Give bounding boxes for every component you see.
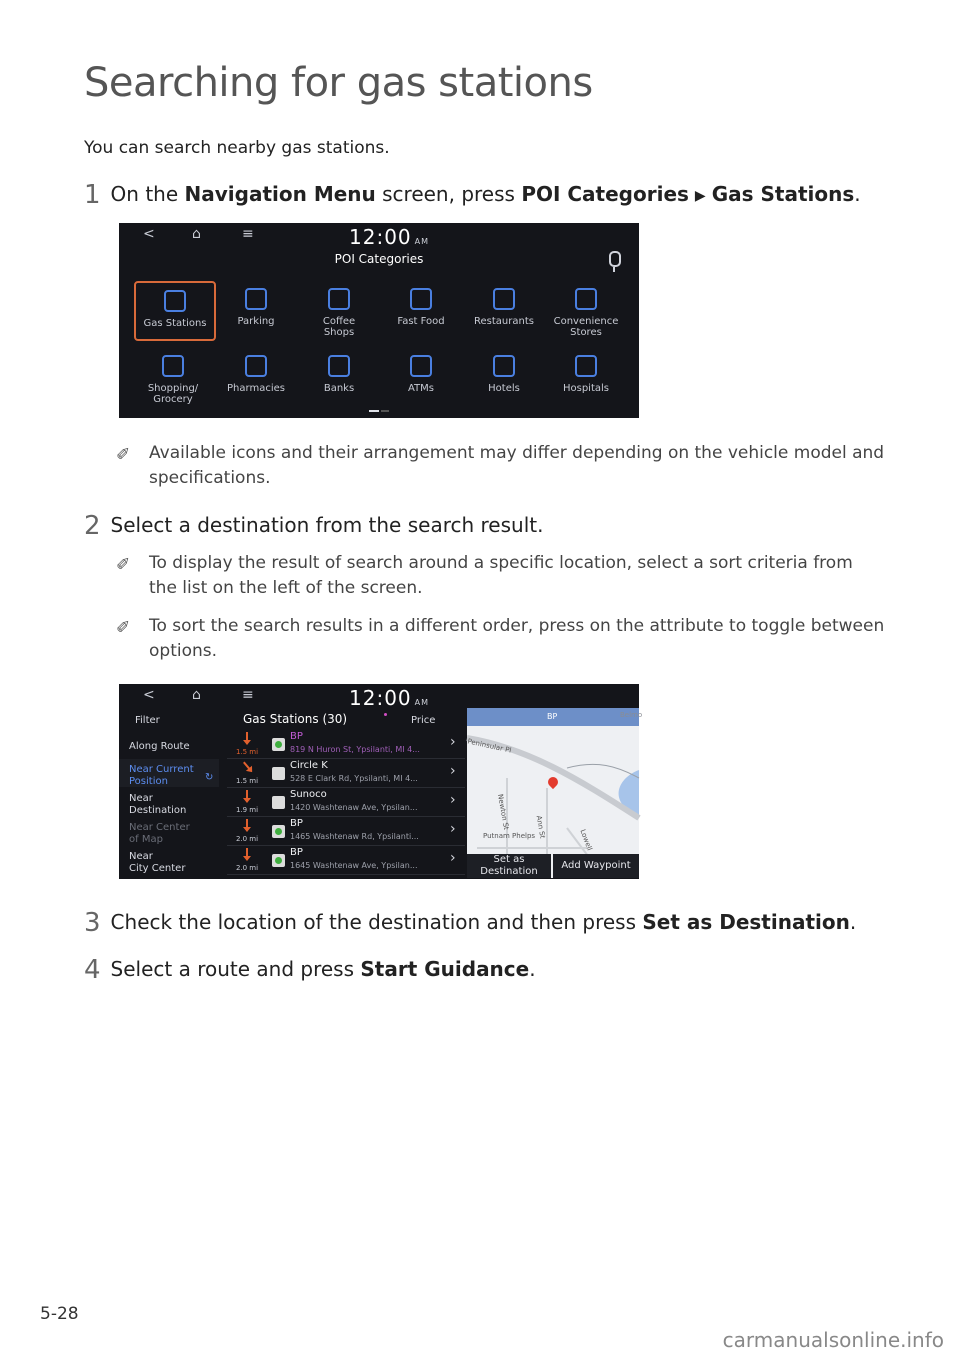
result-name: Sunoco xyxy=(290,789,327,800)
step-bold: Start Guidance xyxy=(360,957,530,981)
category-label: Restaurants xyxy=(474,316,534,327)
category-pharmacies[interactable] xyxy=(217,348,295,404)
result-address: 1420 Washtenaw Ave, Ypsilan... xyxy=(290,803,418,812)
menu-icon[interactable]: ≡ xyxy=(242,226,254,242)
note-pen-icon: ✐ xyxy=(116,618,131,638)
category-label: Fast Food xyxy=(397,316,445,327)
brand-logo-icon xyxy=(272,738,285,751)
category-icon xyxy=(245,288,267,310)
intro-text: You can search nearby gas stations. xyxy=(84,138,390,158)
note-text: Available icons and their arrangement may differ depending on the vehicle model and specifications. xyxy=(149,443,885,488)
step-text: . xyxy=(849,910,857,934)
back-icon[interactable]: < xyxy=(143,226,155,242)
step-text: Select a destination from the search result. xyxy=(110,513,544,537)
step-4 xyxy=(84,955,536,985)
street-label: Ann St xyxy=(534,814,547,840)
filter-label[interactable]: Filter xyxy=(135,715,160,726)
result-distance: 1.9 mi xyxy=(235,806,259,814)
result-address: 528 E Clark Rd, Ypsilanti, MI 4... xyxy=(290,774,418,783)
category-fast-food[interactable] xyxy=(382,281,460,337)
result-row[interactable] xyxy=(227,730,465,758)
note-text: To display the result of search around a specific location, select a sort criteria from the list on the left of the screen. xyxy=(149,553,853,598)
clock-time: 12:00 xyxy=(349,225,412,249)
chevron-right-icon[interactable]: › xyxy=(450,734,456,750)
map-corner-label: Belmo xyxy=(620,711,643,719)
category-coffee-shops[interactable] xyxy=(300,281,378,337)
step-3 xyxy=(84,908,856,938)
chevron-right-icon[interactable]: › xyxy=(450,792,456,808)
sort-indicator-icon xyxy=(384,713,387,716)
category-icon xyxy=(245,355,267,377)
home-icon[interactable]: ⌂ xyxy=(192,687,201,703)
page-title: Searching for gas stations xyxy=(84,60,593,106)
category-atms[interactable] xyxy=(382,348,460,404)
button-label: Set as Destination xyxy=(480,854,538,877)
result-distance: 2.0 mi xyxy=(235,864,259,872)
note xyxy=(116,441,886,491)
results-title: Gas Stations (30) xyxy=(243,712,348,726)
result-row[interactable] xyxy=(227,817,465,845)
sort-option-label: Along Route xyxy=(129,741,190,752)
category-label: Pharmacies xyxy=(227,383,285,394)
result-distance: 1.5 mi xyxy=(235,748,259,756)
note-pen-icon: ✐ xyxy=(116,555,131,575)
street-label: Newton St xyxy=(495,793,511,831)
step-bold: Gas Stations xyxy=(711,182,855,206)
watermark: carmanualsonline.info xyxy=(722,1328,944,1352)
row-divider xyxy=(227,874,465,875)
brand-logo-icon xyxy=(272,825,285,838)
category-label: Hospitals xyxy=(562,383,609,394)
street-label: Putnam Phelps xyxy=(483,832,536,840)
result-name: BP xyxy=(290,731,303,742)
result-distance: 2.0 mi xyxy=(235,835,259,843)
step-text: . xyxy=(854,182,861,206)
page-indicator xyxy=(381,410,389,412)
step-2 xyxy=(84,511,543,541)
category-icon xyxy=(410,355,432,377)
refresh-icon[interactable]: ↻ xyxy=(205,772,214,783)
map-svg xyxy=(467,708,639,878)
category-icon xyxy=(328,288,350,310)
sort-price-button[interactable]: Price xyxy=(411,715,436,726)
step-text: Select a route and press xyxy=(110,957,361,981)
clock-time: 12:00 xyxy=(349,686,412,710)
set-as-destination-button[interactable] xyxy=(467,854,551,878)
category-label: Convenience Stores xyxy=(553,316,619,338)
result-row[interactable] xyxy=(227,788,465,816)
category-gas-stations[interactable] xyxy=(134,281,216,341)
direction-arrow-icon xyxy=(246,732,248,742)
add-waypoint-button[interactable] xyxy=(553,854,639,878)
category-label: Coffee Shops xyxy=(322,316,356,338)
step-number: 2 xyxy=(84,511,101,541)
category-label: Gas Stations xyxy=(143,318,207,329)
category-icon xyxy=(575,355,597,377)
category-parking[interactable] xyxy=(217,281,295,337)
category-convenience-stores[interactable] xyxy=(547,281,625,337)
map-label: BP xyxy=(547,712,558,721)
category-label: ATMs xyxy=(407,383,434,394)
result-address: 1645 Washtenaw Ave, Ypsilan... xyxy=(290,861,418,870)
result-row[interactable] xyxy=(227,846,465,874)
sort-option-label: Near Center of Map xyxy=(129,822,190,845)
clock xyxy=(349,225,429,249)
clock xyxy=(349,686,429,710)
step-number: 4 xyxy=(84,955,101,985)
note xyxy=(116,551,886,601)
brand-logo-icon xyxy=(272,796,285,809)
category-label: Hotels xyxy=(488,383,520,394)
map-view[interactable] xyxy=(466,708,643,878)
step-text: On the xyxy=(110,182,185,206)
page-indicator-active xyxy=(369,410,379,412)
street-label: Lowell xyxy=(578,828,594,852)
category-icon xyxy=(493,288,515,310)
arrow-icon: ▶ xyxy=(694,188,706,204)
category-banks[interactable] xyxy=(300,348,378,404)
category-icon xyxy=(328,355,350,377)
step-number: 1 xyxy=(84,180,101,210)
category-icon xyxy=(162,355,184,377)
step-text: screen, press xyxy=(375,182,522,206)
category-icon xyxy=(410,288,432,310)
step-bold: POI Categories xyxy=(521,182,689,206)
note-pen-icon: ✐ xyxy=(116,445,131,465)
brand-logo-icon xyxy=(272,854,285,867)
category-icon xyxy=(164,290,186,312)
category-hospitals[interactable] xyxy=(547,348,625,404)
result-name: BP xyxy=(290,847,303,858)
clock-ampm: AM xyxy=(414,237,430,246)
category-shopping-grocery[interactable] xyxy=(134,348,212,404)
step-text: . xyxy=(529,957,536,981)
result-name: Circle K xyxy=(290,760,328,771)
street-label: Peninsular Pl xyxy=(466,737,513,755)
direction-arrow-icon xyxy=(246,848,248,858)
gas-stations-screen xyxy=(119,684,643,879)
result-name: BP xyxy=(290,818,303,829)
chevron-right-icon[interactable]: › xyxy=(450,850,456,866)
home-icon[interactable]: ⌂ xyxy=(192,226,201,242)
category-label: Banks xyxy=(323,383,355,394)
direction-arrow-icon xyxy=(246,819,248,829)
microphone-icon[interactable] xyxy=(609,251,621,267)
note xyxy=(116,614,886,664)
sort-option-label: Near Current Position xyxy=(129,764,194,787)
category-restaurants[interactable] xyxy=(465,281,543,337)
result-distance: 1.5 mi xyxy=(235,777,259,785)
screen-title: POI Categories xyxy=(334,252,424,266)
category-label: Parking xyxy=(237,316,275,327)
brand-logo-icon xyxy=(272,767,285,780)
direction-arrow-icon xyxy=(243,762,251,771)
back-icon[interactable]: < xyxy=(143,687,155,703)
direction-arrow-icon xyxy=(246,790,248,800)
category-icon xyxy=(493,355,515,377)
poi-categories-screen xyxy=(119,223,639,418)
clock-ampm: AM xyxy=(414,698,430,707)
chevron-right-icon[interactable]: › xyxy=(450,763,456,779)
page-number: 5-28 xyxy=(40,1304,79,1324)
note-text: To sort the search results in a different order, press on the attribute to toggle between options. xyxy=(149,616,885,661)
category-icon xyxy=(575,288,597,310)
step-bold: Navigation Menu xyxy=(184,182,376,206)
result-address: 1465 Washtenaw Rd, Ypsilanti... xyxy=(290,832,419,841)
step-bold: Set as Destination xyxy=(642,910,850,934)
chevron-right-icon[interactable]: › xyxy=(450,821,456,837)
sort-option-label: Near City Center xyxy=(129,851,186,874)
category-label: Shopping/ Grocery xyxy=(147,383,199,405)
button-label: Add Waypoint xyxy=(561,860,631,871)
sort-option-label: Near Destination xyxy=(129,793,187,816)
step-1 xyxy=(84,180,861,210)
step-number: 3 xyxy=(84,908,101,938)
category-hotels[interactable] xyxy=(465,348,543,404)
result-row[interactable] xyxy=(227,759,465,787)
menu-icon[interactable]: ≡ xyxy=(242,687,254,703)
step-text: Check the location of the destination and then press xyxy=(110,910,643,934)
result-address: 819 N Huron St, Ypsilanti, MI 4... xyxy=(290,745,420,754)
